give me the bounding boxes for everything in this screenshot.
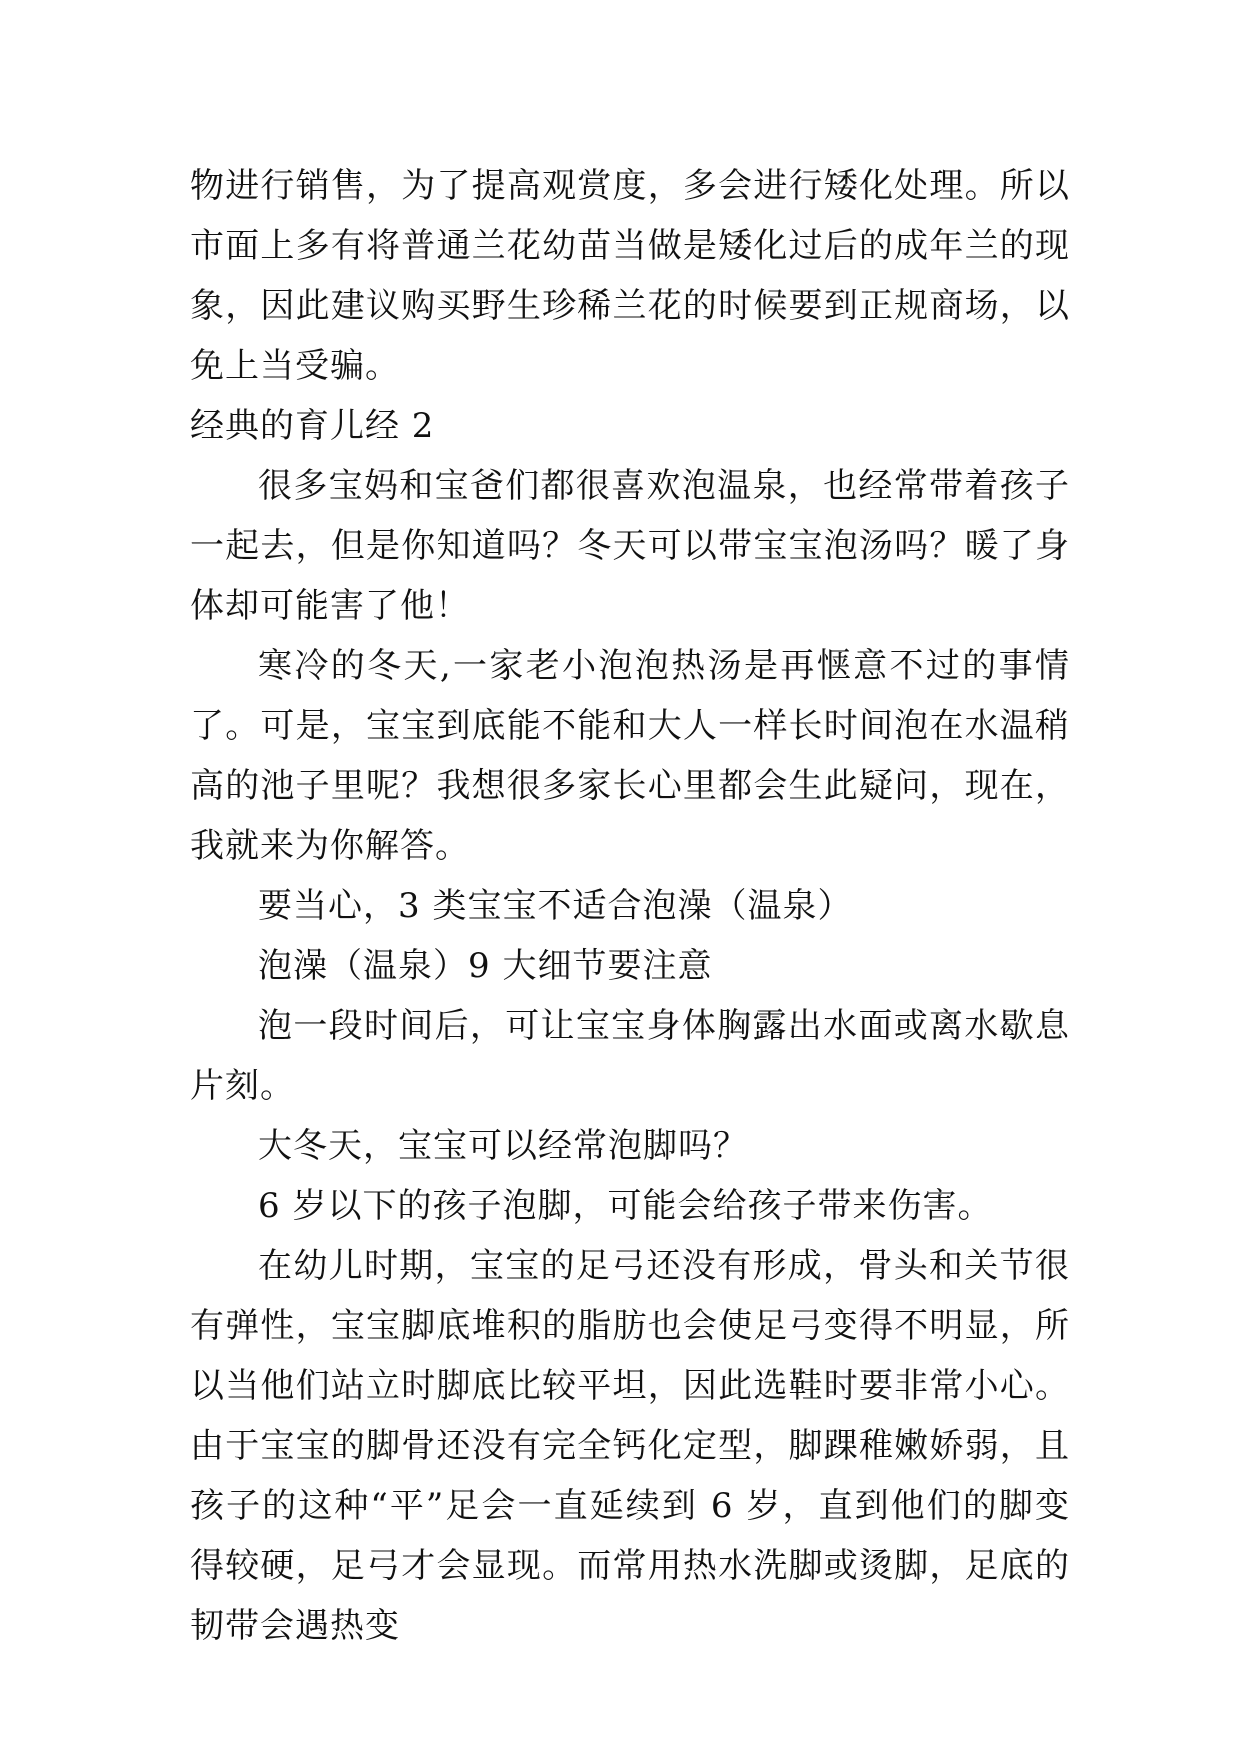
paragraph-rest-tip: 泡一段时间后，可让宝宝身体胸露出水面或离水歇息片刻。	[190, 1006, 1070, 1106]
paragraph-three-types: 要当心，3 类宝宝不适合泡澡（温泉）	[258, 886, 853, 926]
paragraph-winter-bath: 寒冷的冬天,一家老小泡泡热汤是再惬意不过的事情了。可是，宝宝到底能不能和大人一样长时间泡在水温稍高的池子里呢？我想很多家长心里都会生此疑问，现在，我就来为你解答。	[190, 646, 1070, 866]
paragraph-hot-spring-intro: 很多宝妈和宝爸们都很喜欢泡温泉，也经常带着孩子一起去，但是你知道吗？冬天可以带宝宝泡汤吗？暖了身体却可能害了他！	[190, 466, 1070, 626]
paragraph-foot-arch: 在幼儿时期，宝宝的足弓还没有形成，骨头和关节很有弹性，宝宝脚底堆积的脂肪也会使足弓变得不明显，所以当他们站立时脚底比较平坦，因此选鞋时要非常小心。由于宝宝的脚骨还没有完全钙化定型，脚踝稚嫩娇弱，且孩子的这种“平”足会一直延续到 6 岁，直到他们的脚变得较硬，足弓才会显现。而常用热水洗脚或烫脚，足底的韧带会遇热变	[190, 1246, 1070, 1646]
paragraph-orchid-continuation: 物进行销售，为了提高观赏度，多会进行矮化处理。所以市面上多有将普通兰花幼苗当做是矮化过后的成年兰的现象，因此建议购买野生珍稀兰花的时候要到正规商场，以免上当受骗。	[190, 166, 1070, 386]
paragraph-under-six: 6 岁以下的孩子泡脚，可能会给孩子带来伤害。	[258, 1186, 993, 1226]
paragraph-foot-soak-question: 大冬天，宝宝可以经常泡脚吗？	[258, 1126, 748, 1166]
paragraph-nine-details: 泡澡（温泉）9 大细节要注意	[258, 946, 713, 986]
document-body	[190, 156, 1070, 1656]
section-heading: 经典的育儿经 2	[190, 406, 435, 446]
